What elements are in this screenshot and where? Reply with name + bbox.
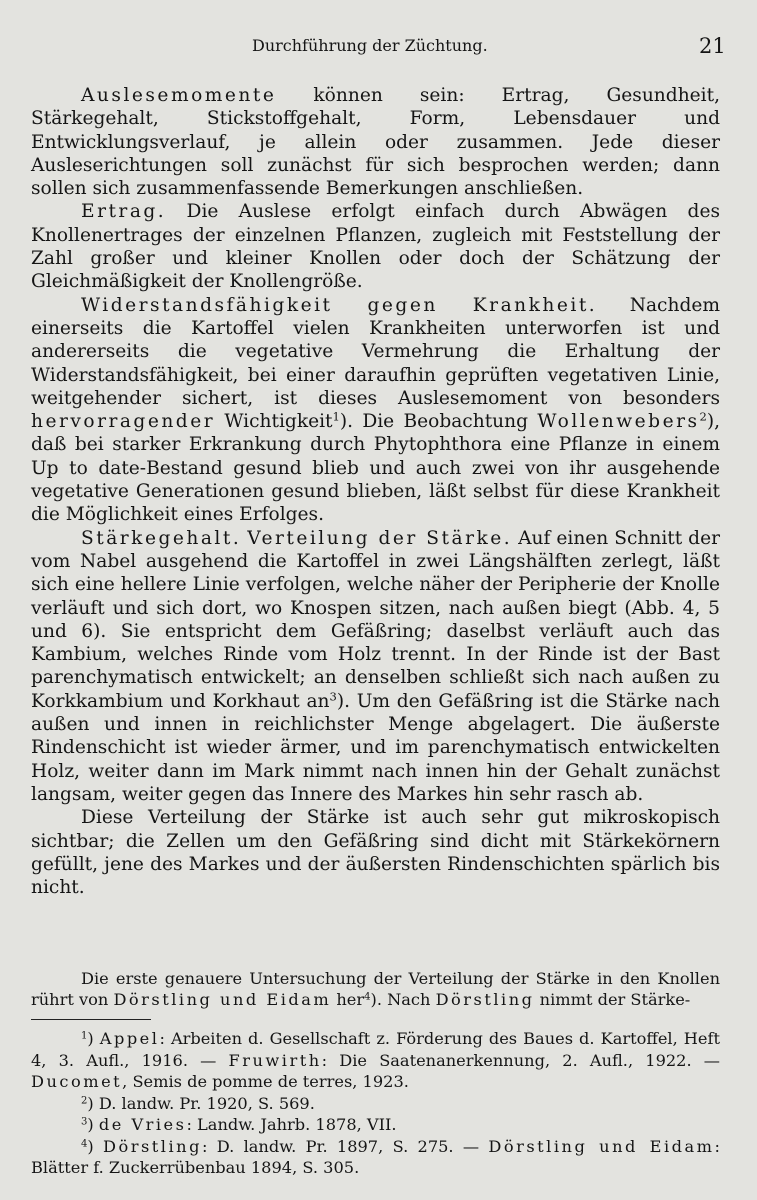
spaced-term: Ertrag.	[81, 201, 167, 223]
footnote-author: Dörstling	[103, 1136, 202, 1156]
paragraph-text: können sein: Ertrag, Gesundheit, Stärkegehalt, Stickstoffgehalt, Form, Lebensdauer und Entwicklungsverlauf, je allein oder zusammen. Jede dieser Ausleserichtungen soll zunächst für sich besprochen werden; dann sollen sich zusammenfassende Bemerkungen anschließen.	[31, 85, 720, 200]
footnote-4: $^4$) Dörstling: D. landw. Pr. 1897, S. 275. — Dörstling und Eidam: Blätter f. Zuckerrübenbau 1894, S. 305.	[31, 1136, 720, 1177]
footnote-author: de Vries	[98, 1115, 187, 1134]
paragraph-text: Die Auslese erfolgt einfach durch Abwägen des Knollenertrages der einzelnen Pflanzen, zugleich mit Feststellung der Zahl großer und kleiner Knollen oder doch der Schätzung der Gleichmäßigkeit der Knollengröße.	[31, 201, 720, 293]
footnote-text: , Semis de pomme de terres, 1923.	[122, 1072, 409, 1091]
footnote-divider	[31, 1019, 151, 1020]
footnote-text: : Blätter f. Zuckerrübenbau 1894, S. 305.	[31, 1136, 720, 1177]
paragraph-staerkegehalt	[31, 527, 720, 807]
spaced-term: Verteilung der Stärke.	[247, 527, 513, 549]
paragraph-text: ). Die Beobachtung	[339, 411, 538, 433]
spaced-emphasis: hervorragender	[31, 411, 216, 433]
paragraph-text: ), daß bei starker Erkrankung durch Phytophthora eine Pflanze in einem Up to date-Bestand gesund blieb und auch zwei von ihr ausgehende vegetative Generationen gesund blieben, läßt selbst für diese Krankheit die Möglichkeit eines Erfolges.	[31, 411, 720, 526]
footnotes	[31, 1028, 720, 1179]
footnote-ref: 1	[332, 409, 340, 424]
paragraph-text: nimmt der Stärke-	[534, 990, 691, 1009]
spaced-name: Dörstling und Eidam	[113, 990, 332, 1009]
paragraph-verteilung	[31, 806, 720, 899]
spaced-name: Wollenwebers	[537, 411, 700, 433]
paragraph-text: ). Um den Gefäßring ist die Stärke nach außen und innen in reichlichster Menge abgelagert. Die äußerste Rindenschicht ist wieder ärmer, und im parenchymatisch entwickelten Holz, weiter dann im Mark nimmt nach innen hin der Gehalt zunächst langsam, weiter gegen das Innere des Markes hin sehr rasch ab.	[31, 690, 720, 805]
paragraph-auslesemomente	[31, 84, 720, 200]
footnote-mark: 3	[81, 1116, 88, 1128]
footnote-text: D. landw. Pr. 1920, S. 569.	[98, 1093, 315, 1113]
paragraph-text: Nachdem einerseits die Kartoffel vielen Krankheiten unterworfen ist und andererseits die vegetative Vermehrung die Erhaltung der Widerstandsfähigkeit, bei einer daraufhin geprüften vegetativen Linie, weitgehender sichert, ist dieses Auslesemoment von besonders	[31, 294, 720, 409]
footnote-ref: 4	[364, 991, 371, 1003]
footnote-author: Ducomet	[31, 1072, 123, 1091]
footnote-text: : Arbeiten d. Gesellschaft z. Förderung des Baues d. Kartoffel, Heft 4, 3. Aufl., 1916. —	[31, 1029, 720, 1070]
paragraph-text: ). Nach	[370, 990, 436, 1009]
footnote-3: $^3$) de Vries: Landw. Jahrb. 1878, VII.	[81, 1115, 397, 1134]
paragraph-widerstandsfaehigkeit	[31, 294, 720, 527]
paragraph-text: Auf einen Schnitt der vom Nabel ausgehend die Kartoffel in zwei Längshälften zerlegt, läßt sich eine hellere Linie verfolgen, welche näher der Peripherie der Knolle verläuft und sich dort, wo Knospen sitzen, nach außen biegt (Abb. 4, 5 und 6). Sie entspricht dem Gefäßring; daselbst verläuft auch das Kambium, welches Rinde vom Holz trennt. In der Rinde ist der Bast parenchymatisch entwickelt; an denselben schließt sich nach außen zu Korkkambium und Korkhaut an	[31, 527, 720, 712]
footnote-2: $^2$) D. landw. Pr. 1920, S. 569.	[81, 1093, 315, 1113]
paragraph-text: Diese Verteilung der Stärke ist auch sehr gut mikroskopisch sichtbar; die Zellen um den Gefäßring sind dicht mit Stärkekörnern gefüllt, jene des Markes und der äußersten Rindenschichten spärlich bis nicht.	[31, 807, 720, 899]
page-header	[0, 34, 757, 64]
footnote-ref: 3	[329, 689, 337, 704]
footnote-1: $^1$) Appel: Arbeiten d. Gesellschaft z. Förderung des Baues d. Kartoffel, Heft 4, 3. Aufl., 1916. — Fruwirth: Die Saatenanerkennung, 2. Aufl., 1922. — Ducomet, Semis de pomme de terres, 1923.	[31, 1029, 720, 1091]
footnote-mark: 4	[81, 1137, 88, 1149]
spaced-term: Widerstandsfähigkeit gegen Krankheit.	[81, 294, 598, 316]
paragraph-text: Die erste genauere Untersuchung der Verteilung der Stärke in den Knollen rührt von	[31, 969, 720, 1009]
main-text	[31, 84, 720, 899]
spaced-term: Auslesemomente	[81, 85, 277, 106]
footnote-author: Dörstling und Eidam	[488, 1136, 715, 1156]
paragraph-text: Wichtigkeit	[215, 411, 333, 433]
footnote-text: : Landw. Jahrb. 1878, VII.	[186, 1115, 397, 1134]
footnote-text: : D. landw. Pr. 1897, S. 275. —	[201, 1136, 489, 1156]
footnote-author: Appel	[99, 1029, 160, 1048]
paragraph-small-print	[31, 968, 720, 1010]
running-head: Durchführung der Züchtung.	[252, 36, 488, 55]
footnote-mark: 1	[81, 1030, 88, 1042]
footnote-author: Fruwirth	[228, 1050, 322, 1070]
footnote-text: : Die Saatenanerkennung, 2. Aufl., 1922. —	[321, 1050, 720, 1070]
page-number: 21	[699, 34, 726, 58]
paragraph-ertrag	[31, 200, 720, 293]
footnote-ref: 2	[699, 409, 707, 424]
spaced-term: Stärkegehalt.	[81, 527, 242, 549]
spaced-name: Dörstling	[435, 990, 535, 1009]
footnote-mark: 2	[81, 1094, 88, 1106]
paragraph-text: her	[331, 990, 365, 1009]
